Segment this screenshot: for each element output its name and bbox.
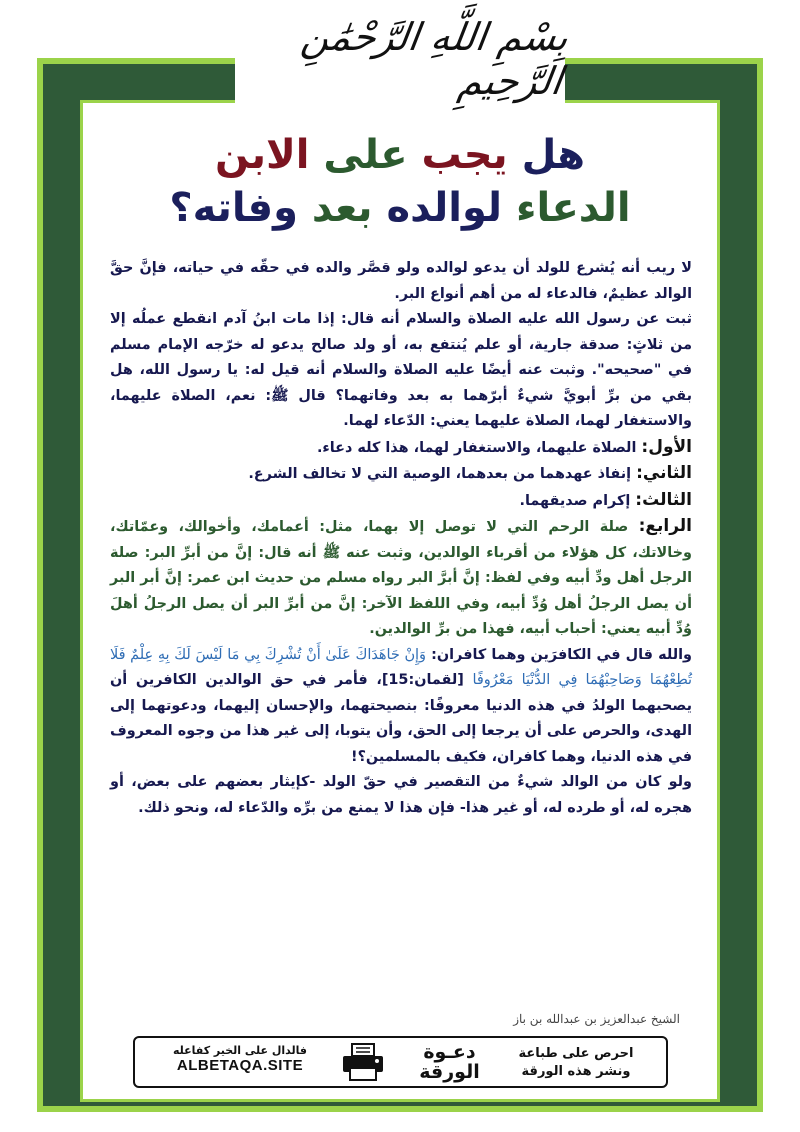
title-word: يجب	[407, 132, 508, 178]
logo-line-1: دعـوة	[423, 1041, 476, 1063]
paragraph-hadith: ثبت عن رسول الله عليه الصلاة والسلام أنه قال: إذا مات ابنُ آدم انقطع عملُه إلا من ثلاثٍ: صدقة جارية، أو علم يُنتفع به، أو ولد صالح يدعو له خرّجه الإمام مسلم في "صحيحه". وثبت عنه أيضًا عليه الصلاة والسلام أنه قيل له: يا رسول الله، هل بقي من برِّ أبويَّ شيءٌ أبرّهما به بعد وفاتهما؟ قال ﷺ: نعم، الصلاة عليهما، والاستغفار لهما، الصلاة عليهما يعني: الدّعاء لهما.	[110, 311, 692, 429]
footer-call-to-action	[496, 1045, 656, 1081]
footer-proverb: فالدال على الخير كفاعله	[172, 1044, 308, 1057]
title-word: على	[309, 132, 408, 178]
footer-bar	[133, 1036, 668, 1088]
dawah-logo	[407, 1040, 492, 1084]
site-link[interactable]: ALBETAQA.SITE	[176, 1057, 304, 1074]
item-text: صلة الرحم التي لا توصل إلا بهما، مثل: أعمامك، وأخوالك، وعمّاتك، وخالاتك، كل هؤلاء من أقرباء الوالدين، وثبت عنه ﷺ أنه قال: إنَّ من أبرِّ البر: صلة الرجل أهل ودِّ أبيه وفي لفظ: إنَّ أبرَّ البر رواه مسلم من حديث ابن عمر: إنَّ أبر البر أن يصل الرجلُ أهل وُدِّ أبيه، وفي اللفظ الآخر: إنَّ من أبرِّ البر أن يصل الرجلُ أهلَ وُدِّ أبيه يعني: أحباب أبيه، فهذا من برِّ الوالدين.	[110, 519, 692, 637]
title-word: بعد	[297, 185, 373, 231]
item-label: الأول:	[641, 436, 692, 457]
item-fourth	[110, 514, 692, 643]
title-word: الابن	[214, 132, 310, 178]
title-word: وفاته؟	[169, 185, 298, 231]
title-line-2	[100, 185, 700, 231]
logo-line-2: الورقة	[419, 1061, 480, 1083]
footer-site-block	[145, 1044, 335, 1074]
item-label: الثاني:	[636, 463, 692, 483]
quran-intro: والله قال في الكافرَين وهما كافران:	[426, 646, 692, 663]
title-word: لوالده	[372, 185, 503, 231]
paragraph-quran	[110, 643, 692, 771]
item-text: إكرام صديقهما.	[519, 492, 636, 509]
cta-line-2: ونشر هذه الورقة	[521, 1064, 631, 1079]
paragraph-closing: ولو كان من الوالد شيءٌ من التقصير في حقّ الولد -كإيثار بعضهم على بعض، أو هجره له، أو طرده له، أو غير هذا- فإن هذا لا يمنع من برِّه والدّعاء له، ونحو ذلك.	[110, 774, 692, 816]
article-body	[110, 256, 692, 821]
title-word: هل	[507, 132, 586, 178]
item-third	[110, 488, 692, 515]
title-line-1	[100, 132, 700, 178]
paragraph-intro: لا ريب أنه يُشرع للولد أن يدعو لوالده ولو قصَّر والده في حقّه في حياته، فإنَّ حقَّ الوالد عظيمٌ، فالدعاء له من أهم أنواع البر.	[110, 260, 692, 302]
printer-icon	[340, 1042, 386, 1082]
basmala-text: بِسْمِ اللَّهِ الرَّحْمَٰنِ الرَّحِيمِ	[298, 15, 572, 103]
quran-verse: وَإِنْ جَاهَدَاكَ عَلَىٰ أَنْ تُشْرِكَ بِي مَا لَيْسَ لَكَ بِهِ عِلْمٌ فَلَا تُطِعْهُمَا وَصَاحِبْهُمَا فِي الدُّنْيَا مَعْرُوفًا	[110, 646, 693, 688]
title-word: الدعاء	[502, 185, 631, 231]
author-signature: الشيخ عبدالعزيز بن عبدالله بن باز	[513, 1012, 680, 1026]
item-first	[110, 435, 692, 462]
quran-commentary: [لقمان:15]، فأمر في حق الوالدين الكافرين أن يصحبهما الولدُ في هذه الدنيا معروفًا: بنصيحتهما، والإحسان إليهما، ودعوتهما إلى الهدى، والحرص على أن يرجعا إلى الحق، وأن يتوبا، إلى غير هذا من وجوه المعروف في هذه الدنيا، وهما كافران، فكيف بالمسلمين؟!	[110, 672, 692, 765]
item-second	[110, 461, 692, 488]
basmala-calligraphy	[235, 4, 572, 114]
item-label: الرابع:	[638, 516, 692, 536]
item-text: الصلاة عليهما، والاستغفار لهما، هذا كله دعاء.	[316, 439, 642, 456]
cta-line-1: احرص على طباعة	[518, 1046, 634, 1061]
item-text: إنفاذ عهدهما من بعدهما، الوصية التي لا تخالف الشرع.	[248, 466, 637, 482]
item-label: الثالث:	[635, 489, 692, 510]
